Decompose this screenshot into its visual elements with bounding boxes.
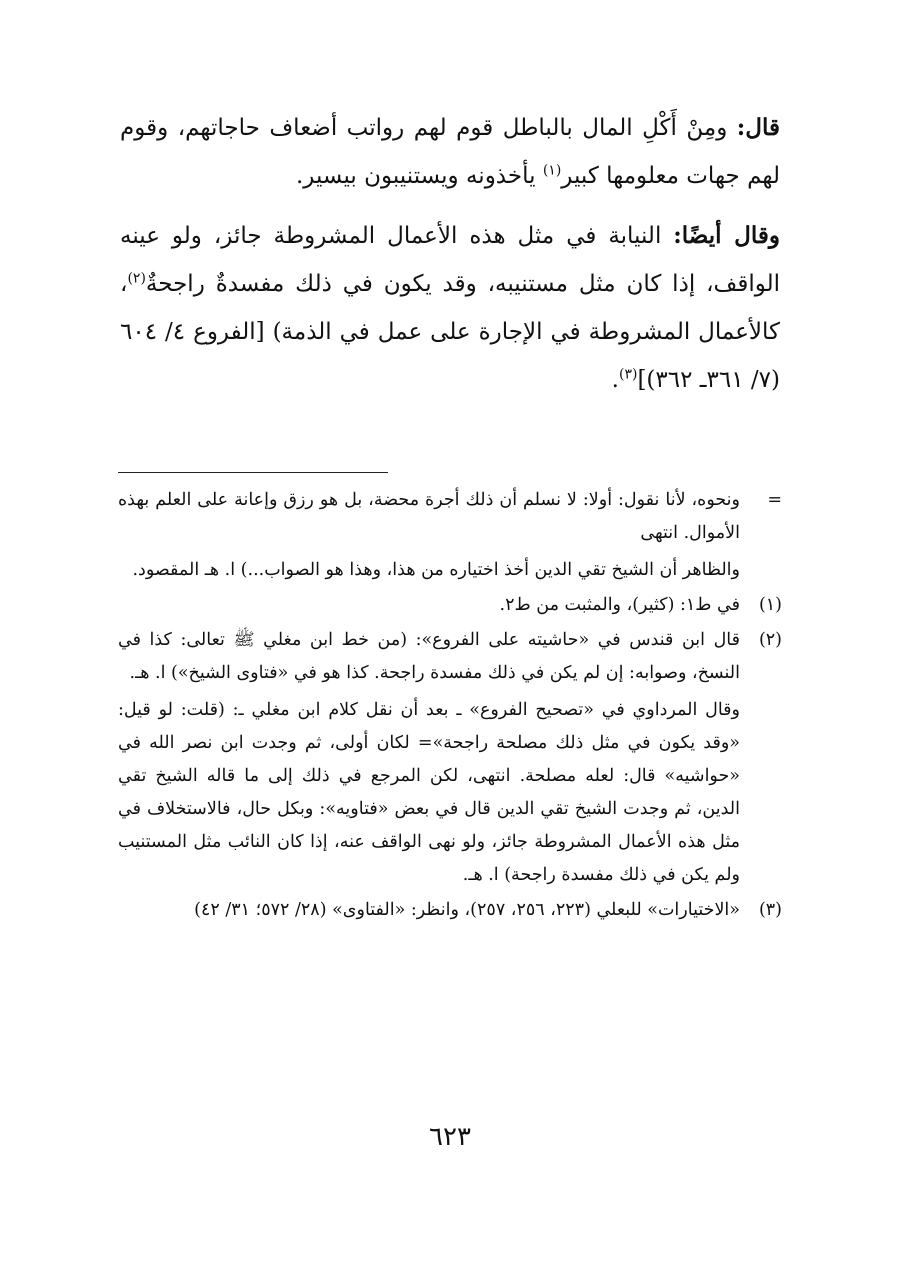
footnote-2-paragraph-2: وقال المرداوي في «تصحيح الفروع» ـ بعد أن نقل كلام ابن مغلي ـ: (قلت: لو قيل: «وقد يكون في مثل ذلك مصلحة راجحة»= لكان أولى، ثم وجدت ابن نصر الله في «حواشيه» قال: لعله مصلحة. انتهى، لكن المرجع في ذلك إلى ما قاله الشيخ تقي الدين، ثم وجدت الشيخ تقي الدين قال في بعض «فتاويه»: وبكل حال، فالاستخلاف في مثل هذه الأعمال المشروطة جائز، ولو نهى الواقف عنه، إذا كان النائب مثل المستنيب ولم يكن في ذلك مفسدة راجحة) ا. هـ. — [118, 700, 740, 885]
footnote-2-number: (٢) — [758, 630, 782, 650]
footnote-continued-line-2: والظاهر أن الشيخ تقي الدين أخذ اختياره من هذا، وهذا هو الصواب...) ا. هـ المقصود. — [132, 560, 740, 580]
paragraph-1-lead: قال: — [736, 114, 780, 141]
paragraph-2-lead: وقال أيضًا: — [673, 222, 781, 249]
footnote-1 — [118, 589, 782, 622]
paragraph-2-text-mid: ، كالأعمال المشروطة في الإجارة على عمل في الذمة) [الفروع ٤/ ٦٠٤ (٧/ ٣٦١ـ ٣٦٢)] — [120, 271, 780, 393]
paragraph-1-text-end: يأخذونه ويستنيبون بيسير. — [295, 163, 543, 189]
main-text — [120, 104, 780, 404]
paragraph-1 — [120, 104, 780, 200]
footnote-ref-2[interactable]: (٢) — [127, 270, 146, 287]
footnote-2 — [118, 624, 782, 892]
footnote-3 — [118, 894, 782, 927]
footnote-continued — [118, 484, 782, 587]
footnote-2-paragraph-1: قال ابن قندس في «حاشيته على الفروع»: (من خط ابن مغلي ﷺ تعالى: كذا في النسخ، وصوابه: إن لم يكن في ذلك مفسدة راجحة. كذا هو في «فتاوى الشيخ») ا. هـ. — [118, 630, 740, 683]
paragraph-2-text-end: . — [611, 367, 619, 393]
footnote-1-text: في ط١: (كثير)، والمثبت من ط٢. — [499, 595, 740, 615]
paragraph-1-text: ومِنْ أَكْلِ المال بالباطل قوم لهم رواتب أضعاف حاجاتهم، وقوم لهم جهات معلومها كبير — [120, 115, 780, 189]
footnote-1-number: (١) — [758, 595, 782, 615]
page-number: ٦٢٣ — [429, 1122, 471, 1152]
footnote-continued-marker: = — [767, 490, 782, 510]
footnote-ref-1[interactable]: (١) — [542, 162, 562, 179]
footnote-3-text: «الاختيارات» للبعلي (٢٢٣، ٢٥٦، ٢٥٧)، وانظر: «الفتاوى» (٢٨/ ٥٧٢؛ ٣١/ ٤٢) — [194, 900, 740, 920]
paragraph-2 — [120, 212, 780, 404]
footnote-continued-line-1: ونحوه، لأنا نقول: أولا: لا نسلم أن ذلك أجرة محضة، بل هو رزق وإعانة على العلم بهذه الأموال. انتهى — [118, 490, 740, 543]
footnotes — [118, 484, 782, 927]
footnote-3-number: (٣) — [758, 900, 782, 920]
footnote-separator — [118, 472, 388, 473]
footnote-ref-3[interactable]: (٣) — [618, 366, 638, 383]
paragraph-2-text: النيابة في مثل هذه الأعمال المشروطة جائز، ولو عينه الواقف، إذا كان مثل مستنيبه، وقد يكون في ذلك مفسدةٌ راجحةٌ — [120, 223, 780, 297]
